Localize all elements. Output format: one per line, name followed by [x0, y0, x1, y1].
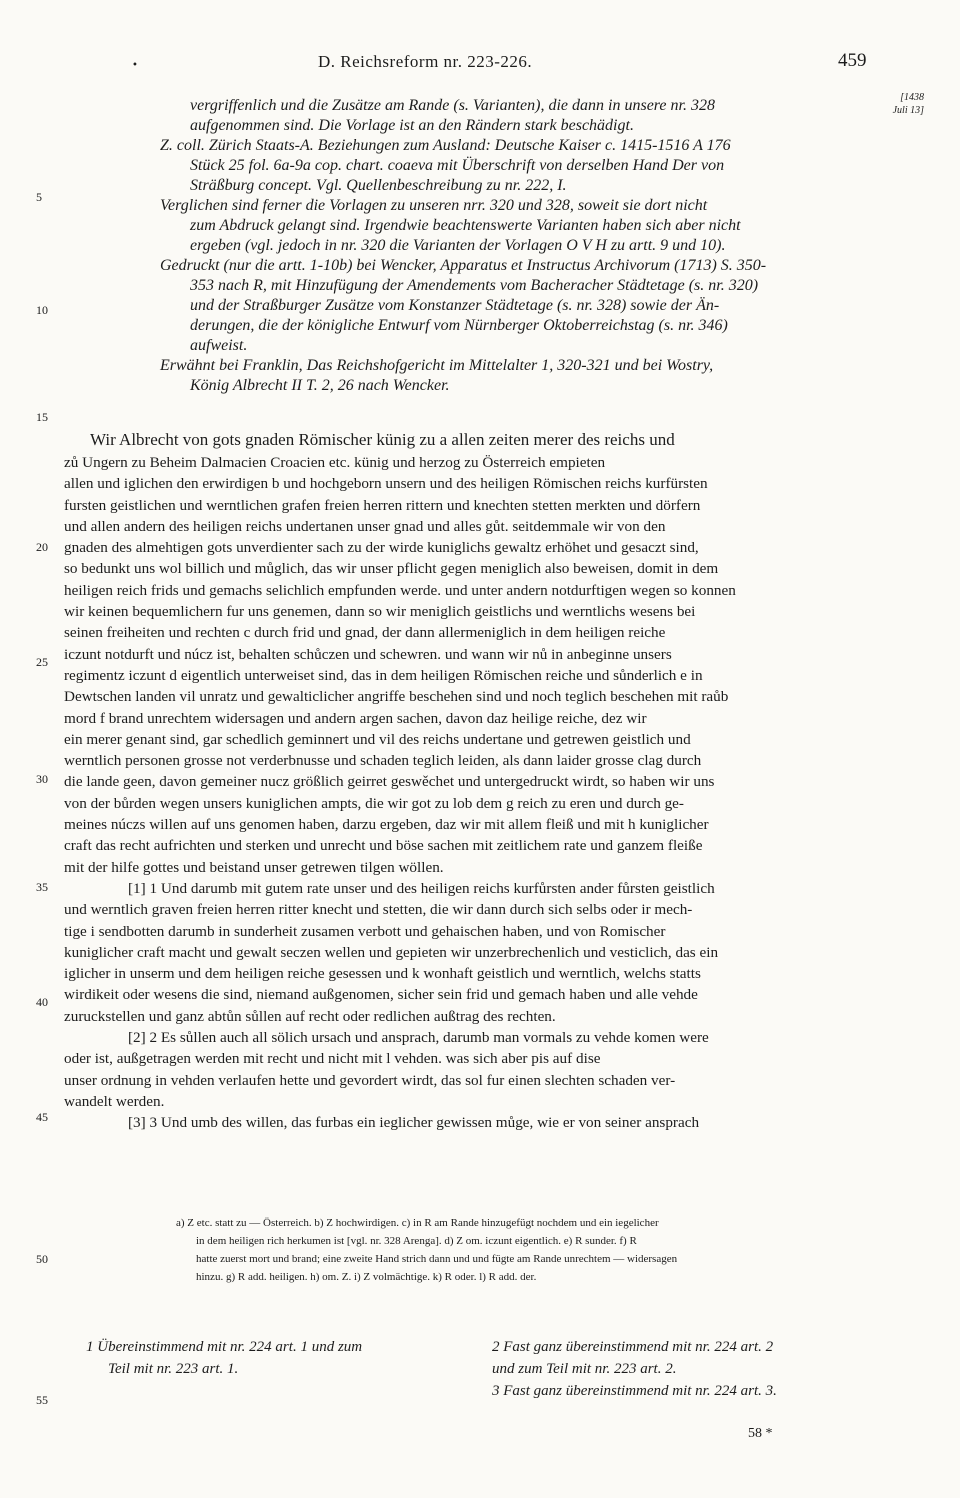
explanatory-footnotes	[86, 1336, 886, 1416]
source-line: 353 nach R, mit Hinzufügung der Amendements vom Bacheracher Städtetage (s. nr. 320)	[190, 277, 759, 294]
line-number: 10	[36, 303, 48, 317]
text-line: oder ist, außgetragen werden mit recht und nicht mit l vehden. was sich aber pis auf dise	[64, 1050, 601, 1068]
text-line: iglicher in unserm und dem heiligen reiche gesessen und k wonhaft geistlich und werntlich, welchs statts	[64, 965, 701, 983]
footnote-line: 1 Übereinstimmend mit nr. 224 art. 1 und zum	[86, 1339, 363, 1355]
footnote-line: 3 Fast ganz übereinstimmend mit nr. 224 art. 3.	[492, 1383, 777, 1399]
text-line: und allen andern des heiligen reichs undertanen unser gnad und alles gůt. seitdemmale wir von den	[64, 517, 666, 535]
page-number: 459	[838, 50, 867, 71]
text-line: wir keinen bequemlichern fur uns genemen, dann so wir meniglich geistlichs und werntlichs wesens bei	[64, 603, 696, 621]
source-line: Sträßburg concept. Vgl. Quellenbeschreibung zu nr. 222, I.	[190, 177, 567, 194]
source-line: Erwähnt bei Franklin, Das Reichshofgericht im Mittelalter 1, 320-321 und bei Wostry,	[160, 357, 714, 374]
source-line: vergriffenlich und die Zusätze am Rande (s. Varianten), die dann in unsere nr. 328	[190, 97, 715, 114]
text-line: Dewtschen landen vil unratz und gewalticlicher angriffe beschehen sind und noch teglich beschehen mit raůb	[64, 688, 729, 706]
source-line: zum Abdruck gelangt sind. Irgendwie beachtenswerte Varianten haben sich aber nicht	[190, 217, 741, 234]
line-number: 5	[36, 190, 42, 204]
line-number: 45	[36, 1110, 48, 1124]
text-line: wandelt werden.	[64, 1092, 165, 1110]
text-line: mit der hilfe gottes und beistand unser getrewen tilgen wöllen.	[64, 858, 444, 876]
line-number: 50	[36, 1252, 48, 1266]
margin-date-year: [1438	[900, 92, 924, 103]
source-line: ergeben (vgl. jedoch in nr. 320 die Varianten der Vorlagen O V H zu artt. 9 und 10).	[190, 237, 726, 254]
variant-line: in dem heiligen rich herkumen ist [vgl. nr. 328 Arenga]. d) Z om. iczunt eigentlich. e) R sunder. f) R	[196, 1235, 637, 1247]
text-line: zů Ungern zu Beheim Dalmacien Croacien etc. künig und herzog zu Österreich empieten	[64, 454, 606, 471]
variant-apparatus	[176, 1214, 886, 1286]
margin-date	[874, 91, 924, 117]
footnote-line: Teil mit nr. 223 art. 1.	[108, 1361, 239, 1377]
text-line: meines núczs willen auf uns genomen haben, darzu ergeben, daz wir mit allem fleiß und mit h kuniglicher	[64, 816, 709, 834]
text-line: so bedunkt uns wol billich und můglich, das wir unser pflicht gegen meniglich also beweisen, domit in dem	[64, 560, 719, 578]
source-line: Stück 25 fol. 6a-9a cop. chart. coaeva mit Überschrift von derselben Hand Der von	[190, 157, 725, 174]
text-line: Wir Albrecht von gots gnaden Römischer künig zu a allen zeiten merer des reichs und	[90, 430, 675, 449]
text-line: von der bůrden wegen unsers kuniglichen ampts, die wir got zu lob dem g reich zu eren und durch ge-	[64, 794, 684, 812]
line-number: 35	[36, 880, 48, 894]
text-line: werntlich personen grosse not verderbnusse und schaden teglich leiden, als dann laider grosse clag durch	[64, 752, 702, 770]
text-line: craft das recht aufrichten und sterken und unrecht und böse sachen mit zeitlichem rate und ganzem fleiße	[64, 837, 703, 855]
text-line: iczunt notdurft und núcz ist, behalten schůczen und schewren. und wann wir nů in anbeginne unsers	[64, 645, 672, 663]
article-1-start: [1] 1 Und darumb mit gutem rate unser und des heiligen reichs kurfůrsten ander fůrsten geistlich	[128, 879, 715, 897]
source-line: Gedruckt (nur die artt. 1-10b) bei Wencker, Apparatus et Instructus Archivorum (1713) S. 350-	[160, 257, 767, 274]
text-line: fursten geistlichen und werntlichen grafen freien herren rittern und knechten stetten merkten und dörfern	[64, 496, 701, 514]
source-description	[160, 96, 880, 396]
article-2-start: [2] 2 Es sůllen auch all sölich ursach und ansprach, darumb man vormals zu vehde komen were	[128, 1029, 709, 1047]
line-number: 55	[36, 1393, 48, 1407]
variant-line: a) Z etc. statt zu — Österreich. b) Z hochwirdigen. c) in R am Rande hinzugefügt nochdem und ein iegelicher	[176, 1217, 659, 1229]
text-line: kuniglicher craft macht und gewalt seczen wellen und gepieten wir unzerbrechenlich und vesticlich, das ein	[64, 943, 719, 961]
text-line: zuruckstellen und ganz abtůn sůllen auf recht oder redlichen außtrag des rechten.	[64, 1007, 556, 1025]
source-line: aufweist.	[190, 337, 248, 354]
source-line: aufgenommen sind. Die Vorlage ist an den Rändern stark beschädigt.	[190, 117, 634, 134]
source-line: König Albrecht II T. 2, 26 nach Wencker.	[190, 377, 450, 394]
text-line: allen und iglichen den erwirdigen b und hochgeborn unsern und des heiligen Römischen reichs kurfürsten	[64, 475, 708, 493]
text-line: gnaden des almehtigen gots unverdienter sach zu der wirde kuniglichs gewaltz erhöhet und gesaczt sind,	[64, 539, 699, 557]
text-line: seinen freiheiten und rechten c durch frid und gnad, der dann allermeniglich in dem heiligen reiche	[64, 624, 666, 642]
line-numbers	[0, 0, 70, 1498]
text-line: unser ordnung in vehden verlaufen hette und gevordert wirdt, das sol fur einen slechten schaden ver-	[64, 1071, 676, 1089]
text-line: regimentz iczunt d eigentlich unterweiset sind, das in dem heiligen Römischen reiche und sůnderlich e in	[64, 666, 703, 684]
line-number: 15	[36, 410, 48, 424]
line-number: 30	[36, 772, 48, 786]
source-line: derungen, die der königliche Entwurf vom Nürnberger Oktoberreichstag (s. nr. 346)	[190, 317, 728, 334]
main-text	[64, 428, 880, 1134]
text-line: ein merer genant sind, gar schedlich geminnert und vil des reichs undertane und getrewen geistlich und	[64, 730, 691, 748]
text-line: wirdikeit oder wesens die sind, niemand außgenomen, sicher sein frid und gemach haben und alle vehde	[64, 986, 698, 1004]
header-dot: •	[132, 60, 138, 71]
source-line: Z. coll. Zürich Staats-A. Beziehungen zum Ausland: Deutsche Kaiser c. 1415-1516 A 176	[160, 137, 731, 154]
text-line: und werntlich graven freien herren ritter knecht und stetten, die wir dann durch sich selbs oder ir mech-	[64, 901, 693, 919]
text-line: tige i sendbotten darumb in sunderheit zusamen verbott und gehaischen haben, und von Romischer	[64, 922, 666, 940]
footnote-line: und zum Teil mit nr. 223 art. 2.	[492, 1361, 677, 1377]
variant-line: hatte zuerst mort und brand; eine zweite Hand strich dann und und fügte am Rande unrechtem — widersagen	[196, 1253, 678, 1265]
source-line: und der Straßburger Zusätze vom Konstanzer Städtetage (s. nr. 328) sowie der Än-	[190, 297, 720, 314]
line-number: 20	[36, 540, 48, 554]
footnote-column-left	[86, 1336, 476, 1380]
variant-line: hinzu. g) R add. heiligen. h) om. Z. i) Z volmächtige. k) R oder. l) R add. der.	[196, 1271, 537, 1283]
text-line: heiligen reich frids und gemachs selichlich empfunden werde. und unter andern notdurftigen wegen so konnen	[64, 581, 736, 599]
source-line: Verglichen sind ferner die Vorlagen zu unseren nrr. 320 und 328, soweit sie dort nicht	[160, 197, 708, 214]
page-header	[0, 48, 960, 78]
footnote-column-right	[492, 1336, 886, 1402]
footnote-line: 2 Fast ganz übereinstimmend mit nr. 224 art. 2	[492, 1339, 774, 1355]
margin-date-day: Juli 13]	[892, 105, 924, 116]
line-number: 25	[36, 655, 48, 669]
line-number: 40	[36, 995, 48, 1009]
text-line: die lande geen, davon gemeiner nucz größlich geirret geswěchet und untergedruckt wirdt, so haben wir uns	[64, 773, 715, 791]
running-title: D. Reichsreform nr. 223-226.	[318, 52, 533, 71]
printer-signature-mark: 58 *	[748, 1426, 773, 1441]
article-3-start: [3] 3 Und umb des willen, das furbas ein ieglicher gewissen můge, wie er von seiner ansprach	[128, 1114, 700, 1132]
text-line: mord f brand unrechtem widersagen und andern argen sachen, davon daz heilige reiche, dez wir	[64, 709, 647, 727]
